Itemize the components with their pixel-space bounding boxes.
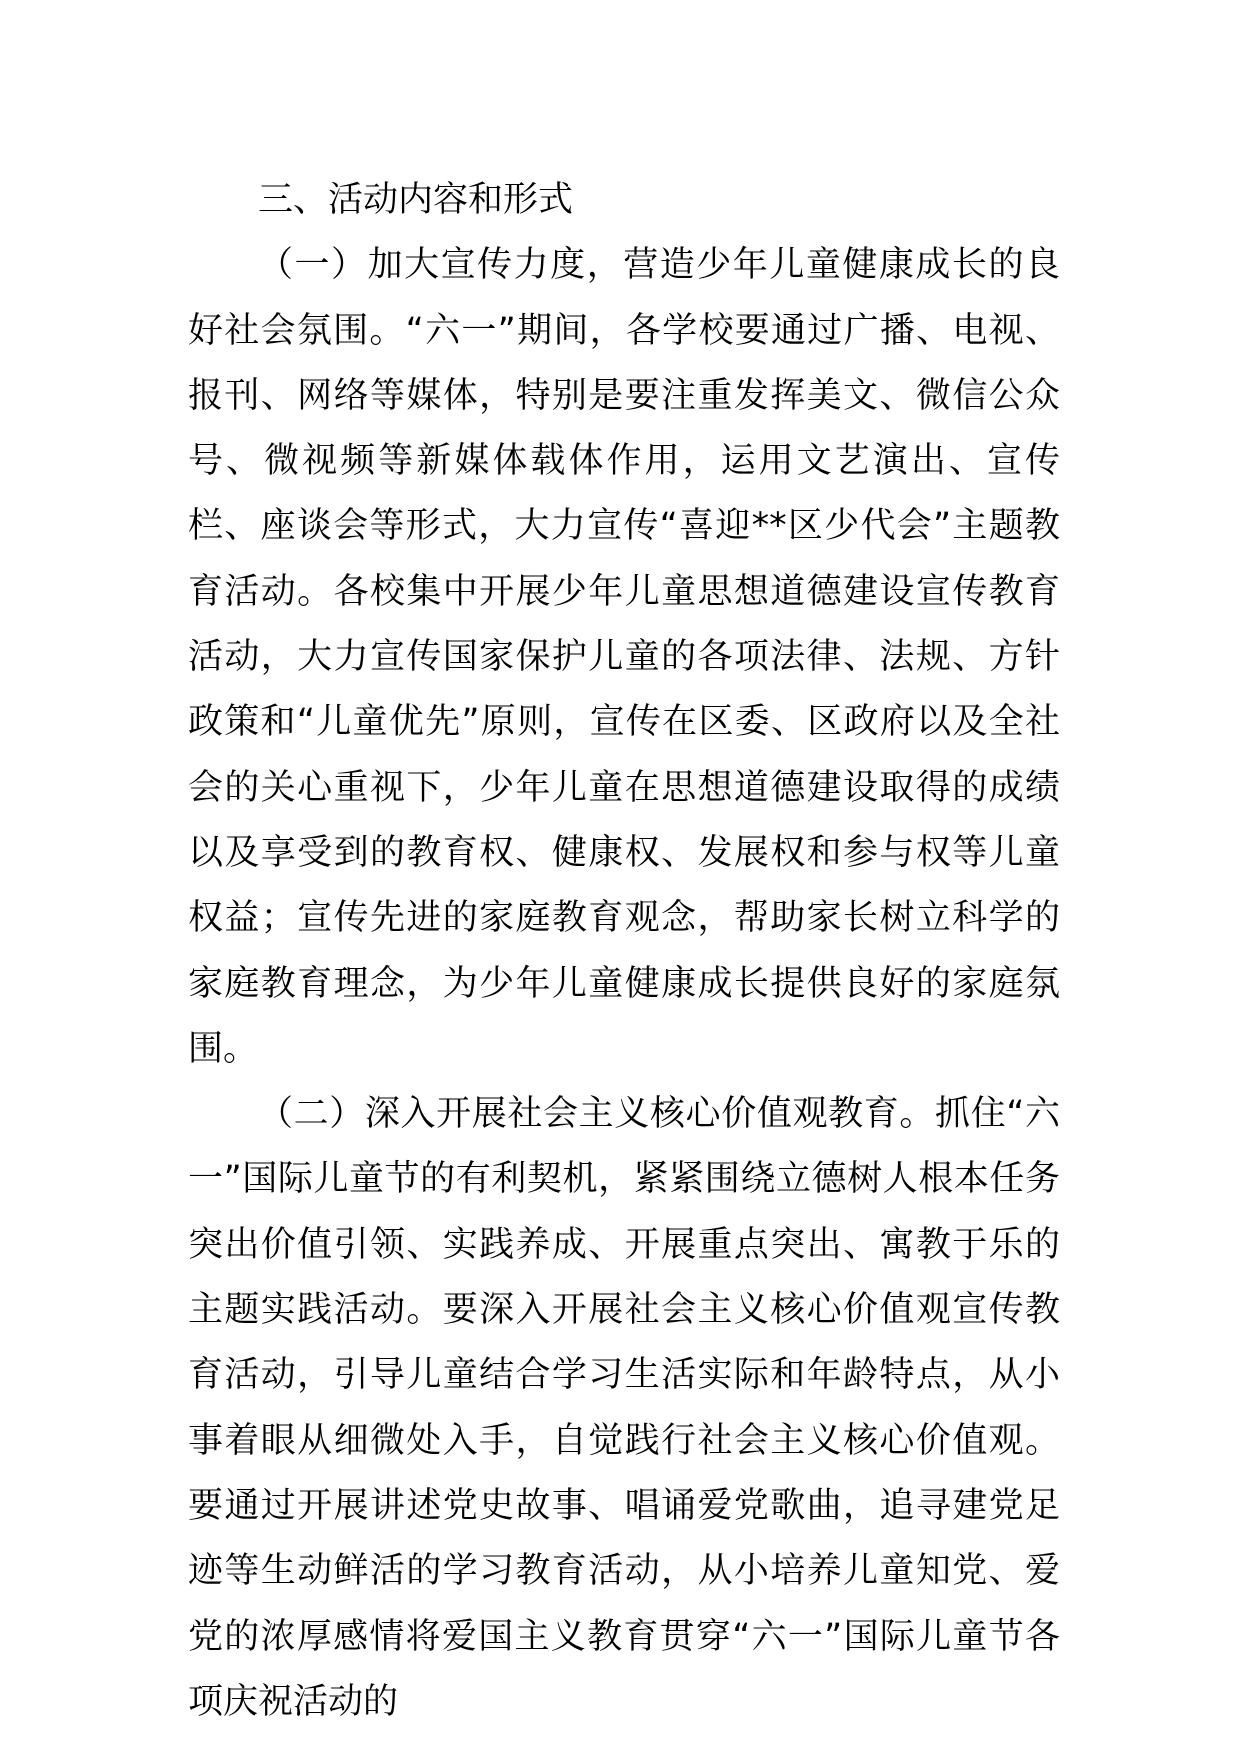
- section-heading: 三、活动内容和形式: [258, 180, 574, 220]
- paragraph-2: （二）深入开展社会主义核心价值观教育。抓住“六一”国际儿童节的有利契机，紧紧围绕立德树人根本任务突出价值引领、实践养成、开展重点突出、寓教于乐的主题实践活动。要深入开展社会主义核心价值观宣传教育活动，引导儿童结合学习生活实际和年龄特点，从小事着眼从细微处入手，自觉践行社会主义核心价值观。要通过开展讲述党史故事、唱诵爱党歌曲，追寻建党足迹等生动鲜活的学习教育活动，从小培养儿童知党、爱党的浓厚感情将爱国主义教育贯穿“六一”国际儿童节各项庆祝活动的: [188, 1094, 1060, 1722]
- paragraph-1: （一）加大宣传力度，营造少年儿童健康成长的良好社会氛围。“六一”期间，各学校要通过广播、电视、报刊、网络等媒体，特别是要注重发挥美文、微信公众号、微视频等新媒体载体作用，运用文艺演出、宣传栏、座谈会等形式，大力宣传“喜迎**区少代会”主题教育活动。各校集中开展少年儿童思想道德建设宣传教育活动，大力宣传国家保护儿童的各项法律、法规、方针政策和“儿童优先”原则，宣传在区委、区政府以及全社会的关心重视下，少年儿童在思想道德建设取得的成绩以及享受到的教育权、健康权、发展权和参与权等儿童权益；宣传先进的家庭教育观念，帮助家长树立科学的家庭教育理念，为少年儿童健康成长提供良好的家庭氛围。: [188, 245, 1060, 1069]
- document-body: [188, 168, 1060, 1735]
